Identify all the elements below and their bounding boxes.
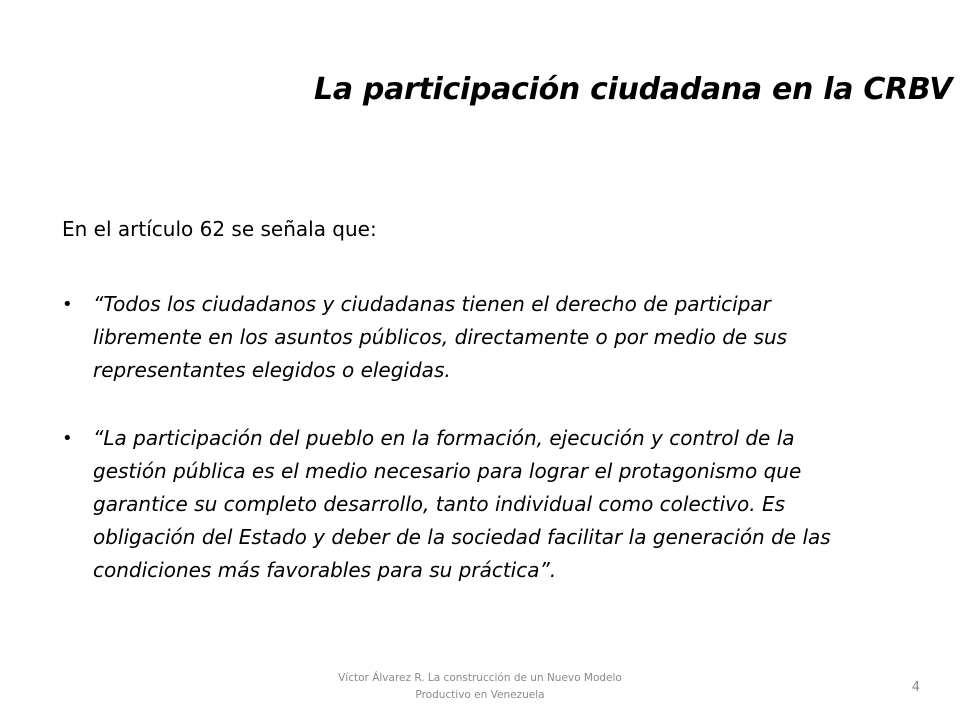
bullet-line: “Todos los ciudadanos y ciudadanas tienen el derecho de participar — [93, 292, 771, 316]
bullet-line: representantes elegidos o elegidas. — [93, 358, 451, 382]
bullet-line: gestión pública es el medio necesario para lograr el protagonismo que — [93, 459, 802, 483]
footer-text — [330, 670, 630, 704]
bullet-item — [62, 288, 882, 387]
footer-line: Víctor Álvarez R. La construcción de un Nuevo Modelo — [338, 672, 622, 684]
page-number: 4 — [911, 680, 920, 695]
bullet-icon: • — [62, 428, 73, 449]
bullet-line: obligación del Estado y deber de la sociedad facilitar la generación de las — [93, 525, 831, 549]
bullet-line: libremente en los asuntos públicos, directamente o por medio de sus — [93, 325, 788, 349]
slide-title: La participación ciudadana en la CRBV — [314, 72, 953, 107]
bullet-icon: • — [62, 294, 73, 315]
bullet-line: “La participación del pueblo en la formación, ejecución y control de la — [93, 426, 795, 450]
bullet-item — [62, 422, 882, 587]
intro-text: En el artículo 62 se señala que: — [62, 217, 377, 241]
bullet-list — [62, 288, 882, 587]
footer-line: Productivo en Venezuela — [415, 689, 545, 701]
bullet-line: garantice su completo desarrollo, tanto individual como colectivo. Es — [93, 492, 786, 516]
bullet-line: condiciones más favorables para su práctica”. — [93, 558, 557, 582]
